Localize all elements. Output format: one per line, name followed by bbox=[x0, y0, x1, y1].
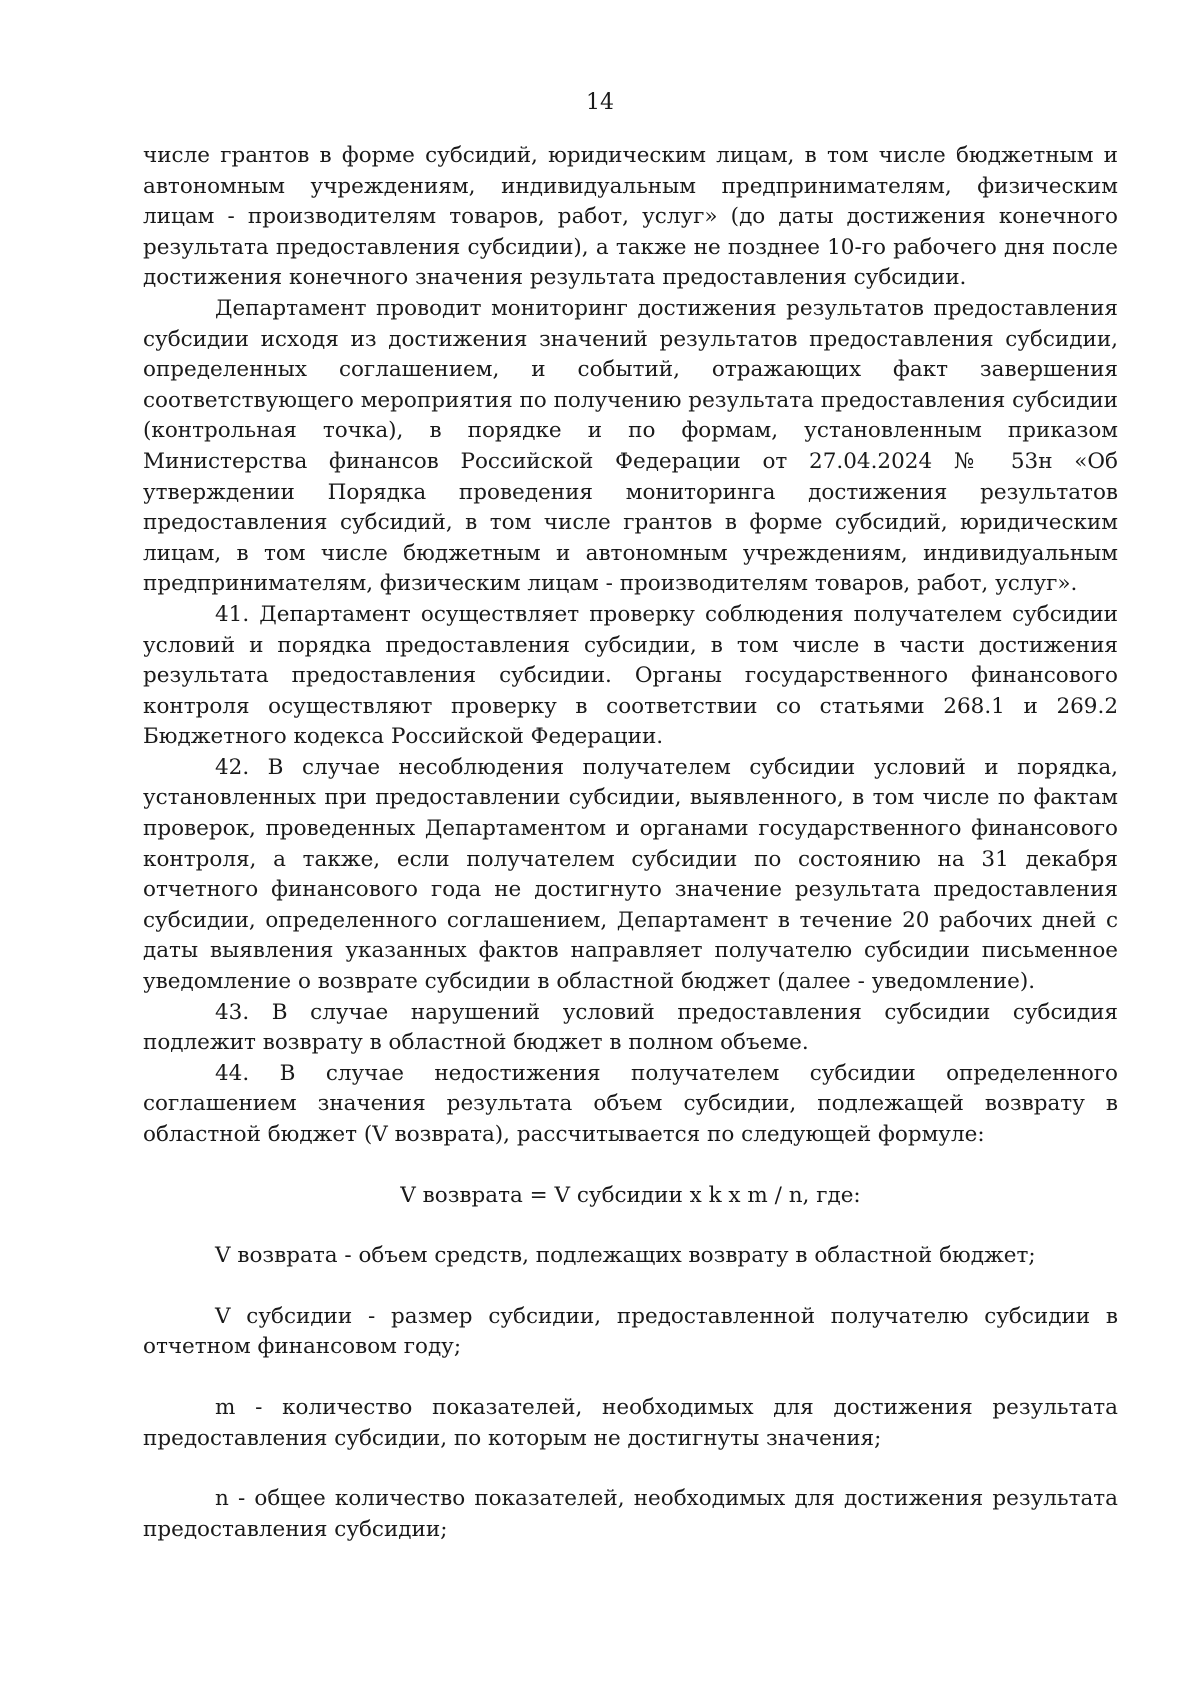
definition-m: m - количество показателей, необходимых для достижения результата предоставления субсидии, по которым не достигнуты значения; bbox=[143, 1394, 1118, 1451]
page-number: 14 bbox=[586, 90, 614, 115]
paragraph-monitoring: Департамент проводит мониторинг достижения результатов предоставления субсидии исходя из достижения значений результатов предоставления субсидии, определенных соглашением, и событий, отражающих факт завершения соответствующего мероприятия по получению результата предоставления субсидии (контрольная точка), в порядке и по формам, установленным приказом Министерства финансов Российской Федерации от 27.04.2024 № 53н «Об утверждении Порядка проведения мониторинга достижения результатов предоставления субсидий, в том числе грантов в форме субсидий, юридическим лицам, в том числе бюджетным и автономным учреждениям, индивидуальным предпринимателям, физическим лицам - производителям товаров, работ, услуг». bbox=[143, 295, 1118, 597]
paragraph-44: 44. В случае недостижения получателем субсидии определенного соглашением значения результата объем субсидии, подлежащей возврату в областной бюджет (V возврата), рассчитывается по следующей формуле: bbox=[143, 1060, 1118, 1147]
paragraph-43: 43. В случае нарушений условий предоставления субсидии субсидия подлежит возврату в областной бюджет в полном объеме. bbox=[143, 999, 1118, 1056]
document-body bbox=[143, 141, 1118, 1575]
formula: V возврата = V субсидии x k x m / n, где: bbox=[400, 1182, 861, 1208]
paragraph-41: 41. Департамент осуществляет проверку соблюдения получателем субсидии условий и порядка предоставления субсидии, в том числе в части достижения результата предоставления субсидии. Органы государственного финансового контроля осуществляют проверку в соответствии со статьями 268.1 и 269.2 Бюджетного кодекса Российской Федерации. bbox=[143, 601, 1118, 750]
definition-n: n - общее количество показателей, необходимых для достижения результата предоставления субсидии; bbox=[143, 1486, 1118, 1542]
definition-v-subsidy: V субсидии - размер субсидии, предоставленной получателю субсидии в отчетном финансовом году; bbox=[143, 1303, 1118, 1360]
paragraph-42: 42. В случае несоблюдения получателем субсидии условий и порядка, установленных при предоставлении субсидии, выявленного, в том числе по фактам проверок, проведенных Департаментом и органами государственного финансового контроля, а также, если получателем субсидии по состоянию на 31 декабря отчетного финансового года не достигнуто значение результата предоставления субсидии, определенного соглашением, Департамент в течение 20 рабочих дней с даты выявления указанных фактов направляет получателю субсидии письменное уведомление о возврате субсидии в областной бюджет (далее - уведомление). bbox=[143, 754, 1118, 995]
definition-v-return: V возврата - объем средств, подлежащих возврату в областной бюджет; bbox=[215, 1243, 1036, 1269]
paragraph-continuation: числе грантов в форме субсидий, юридическим лицам, в том числе бюджетным и автономным учреждениям, индивидуальным предпринимателям, физическим лицам - производителям товаров, работ, услуг» (до даты достижения конечного результата предоставления субсидии), а также не позднее 10-го рабочего дня после достижения конечного значения результата предоставления субсидии. bbox=[143, 143, 1118, 291]
